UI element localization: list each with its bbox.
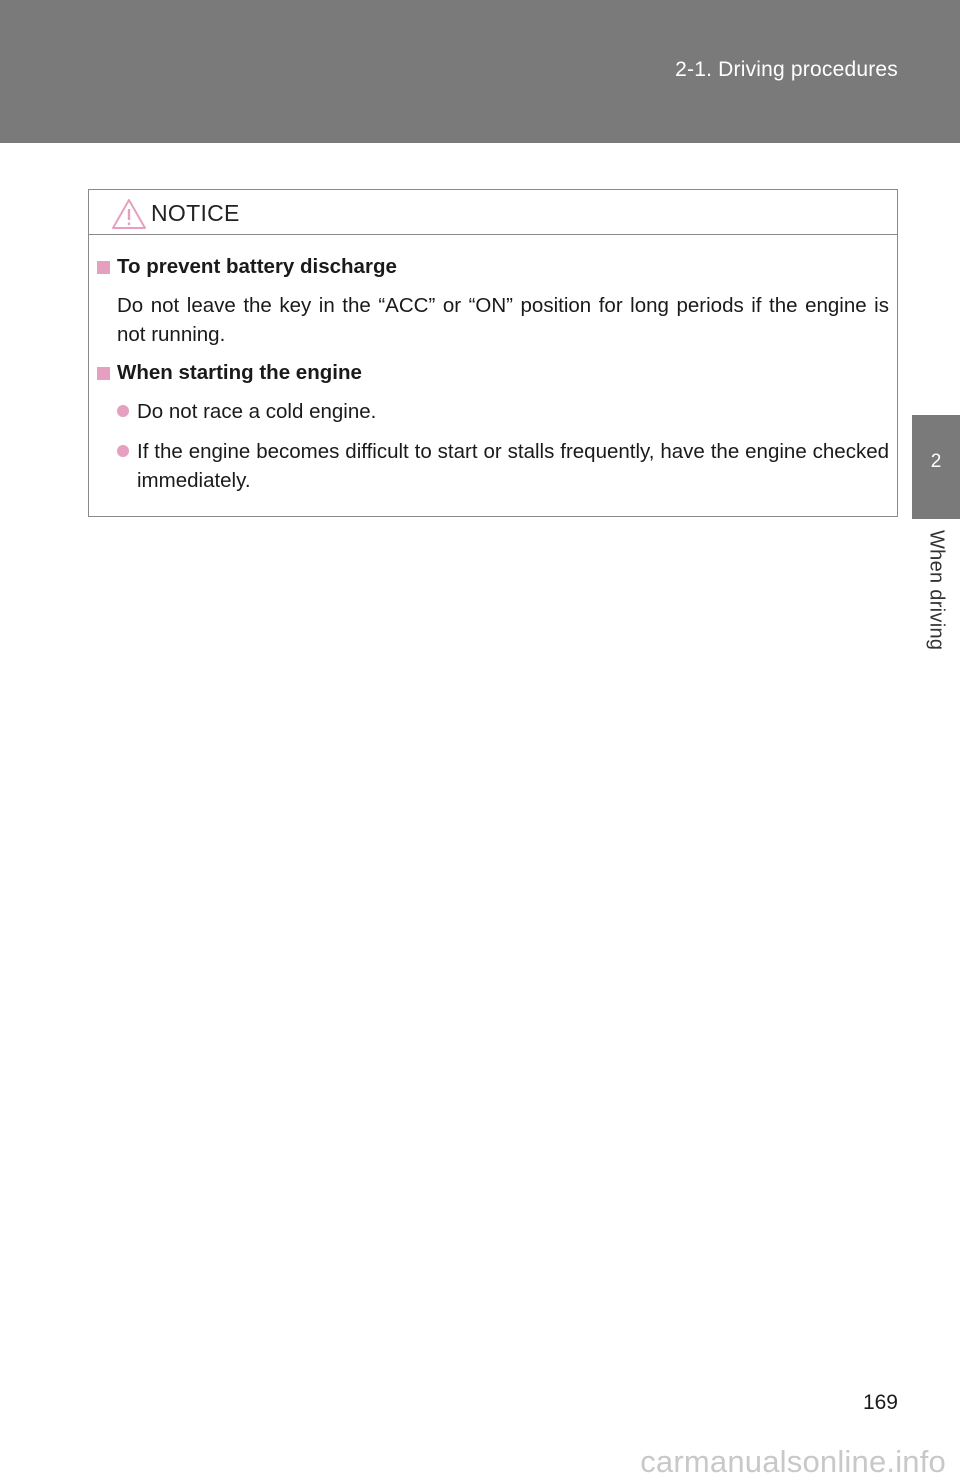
heading-text: To prevent battery discharge	[117, 255, 397, 278]
section-heading-battery	[97, 255, 397, 279]
page-number: 169	[862, 1391, 898, 1414]
round-bullet-icon	[117, 405, 129, 417]
chapter-label-text: When driving	[925, 530, 948, 651]
warning-triangle-icon	[111, 198, 147, 230]
round-bullet-icon	[117, 445, 129, 457]
square-bullet-icon	[97, 367, 110, 380]
notice-header	[89, 190, 897, 235]
section-title: 2-1. Driving procedures	[675, 58, 898, 81]
notice-title: NOTICE	[151, 200, 240, 226]
battery-paragraph: Do not leave the key in the “ACC” or “ON” position for long periods if the engine is not running.	[117, 294, 889, 346]
list-item	[117, 397, 889, 426]
list-item-text: Do not race a cold engine.	[137, 400, 377, 423]
notice-box	[88, 189, 898, 517]
square-bullet-icon	[97, 261, 110, 274]
section-heading-starting	[97, 361, 362, 385]
heading-text: When starting the engine	[117, 361, 362, 384]
list-item-text: If the engine becomes difficult to start or stalls frequently, have the engine checked immediately.	[137, 440, 889, 492]
chapter-number: 2	[930, 451, 942, 472]
list-item	[117, 437, 889, 495]
chapter-label	[912, 530, 960, 660]
chapter-tab	[912, 415, 960, 519]
watermark: carmanualsonline.info	[640, 1444, 946, 1479]
header-band	[0, 0, 960, 143]
